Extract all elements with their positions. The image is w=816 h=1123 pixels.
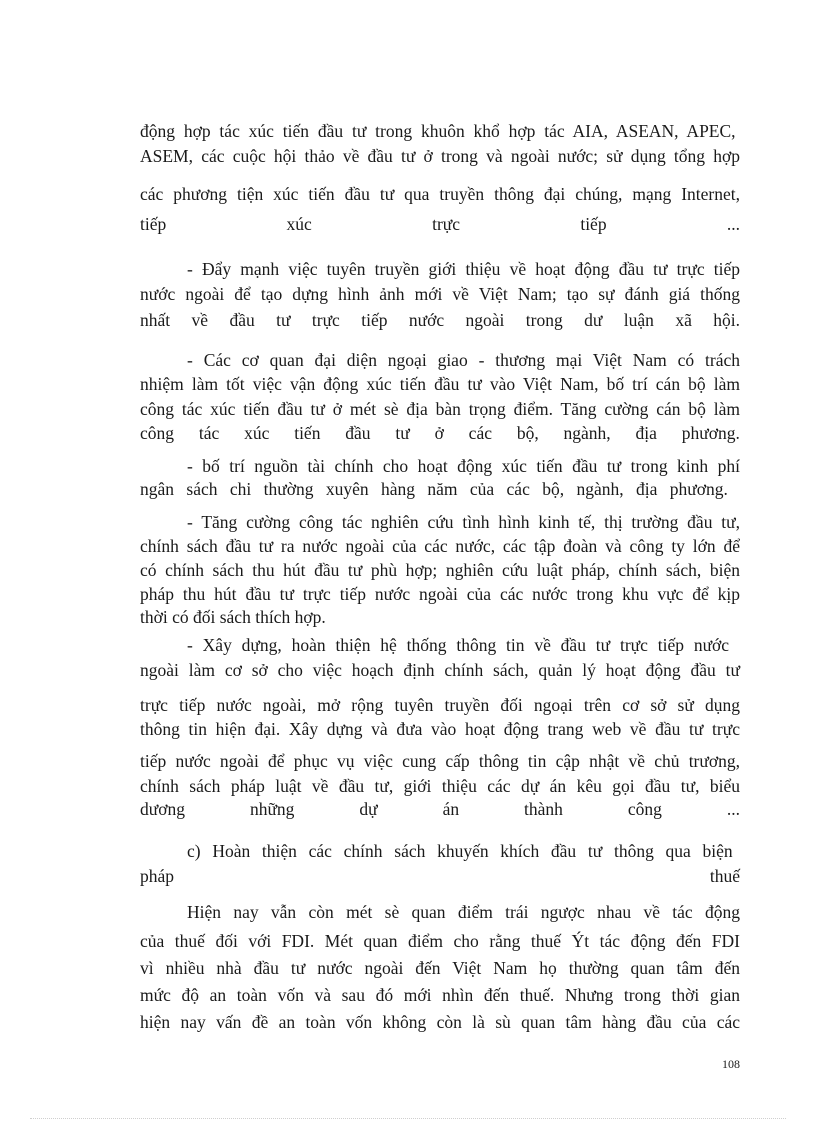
text-line (140, 798, 740, 820)
word: thành (524, 799, 563, 819)
section-heading (140, 865, 740, 887)
text-line: ngoài làm cơ sở cho việc hoạch định chính sách, quản lý hoạt động đầu tư (140, 660, 740, 680)
text-line (140, 213, 740, 235)
text-line (140, 422, 740, 444)
text-line: - Đẩy mạnh việc tuyên truyền giới thiệu về hoạt động đầu tư trực tiếp (187, 259, 740, 279)
word: tư (395, 423, 410, 443)
text-line: nước ngoài để tạo dựng hình ảnh mới về Việt Nam; tạo sự đánh giá thống (140, 284, 740, 304)
word: tiếp (140, 214, 167, 234)
page-number: 108 (722, 1057, 740, 1071)
word: ... (726, 799, 740, 819)
word: xúc (244, 423, 270, 443)
word: ngành, (563, 423, 611, 443)
word: dự (359, 799, 378, 819)
word: ở (434, 423, 444, 443)
text-line: chính sách đầu tư ra nước ngoài của các nước, các tập đoàn và công ty lớn để (140, 536, 740, 556)
section-heading: c) Hoàn thiện các chính sách khuyến khích đầu tư thông qua biện (187, 841, 733, 861)
text-line: tiếp nước ngoài để phục vụ việc cung cấp thông tin cập nhật về chủ trương, (140, 751, 740, 771)
text-line: động hợp tác xúc tiến đầu tư trong khuôn khổ hợp tác AIA, ASEAN, APEC, (140, 121, 736, 141)
word: đầu (345, 423, 371, 443)
word: phương. (681, 423, 740, 443)
word: trực (311, 310, 340, 330)
page-bottom-rule (30, 1118, 786, 1119)
text-line: trực tiếp nước ngoài, mở rộng tuyên truyền đối ngoại trên cơ sở sử dụng (140, 695, 740, 715)
text-line: có chính sách thu hút đầu tư phù hợp; nghiên cứu luật pháp, chính sách, biện (140, 560, 740, 580)
text-line: công tác xúc tiến đầu tư ở mét sè địa bàn trọng điểm. Tăng cường cán bộ làm (140, 399, 740, 419)
text-line: hiện nay vấn đề an toàn vốn không còn là sù quan tâm hàng đầu của các (140, 1012, 740, 1032)
word: dư (584, 310, 603, 330)
text-line: - bố trí nguồn tài chính cho hoạt động xúc tiến đầu tư trong kinh phí (187, 456, 740, 476)
word: xúc (286, 214, 312, 234)
word: các (468, 423, 492, 443)
word: nước (408, 310, 445, 330)
word: trực (432, 214, 461, 234)
word: nhất (140, 310, 171, 330)
word: tiếp (361, 310, 388, 330)
word: thuế (709, 866, 740, 886)
text-line: ASEM, các cuộc hội thảo về đầu tư ở trong và ngoài nước; sử dụng tổng hợp (140, 146, 740, 166)
text-line: các phương tiện xúc tiến đầu tư qua truyền thông đại chúng, mạng Internet, (140, 184, 740, 204)
text-line: thời có đối sách thích hợp. (140, 607, 326, 627)
word: công (627, 799, 662, 819)
word: pháp (140, 866, 175, 886)
word: tiến (294, 423, 321, 443)
word: bộ, (516, 423, 539, 443)
text-line: Hiện nay vẫn còn mét sè quan điểm trái ngược nhau về tác động (187, 902, 740, 922)
word: tác (198, 423, 220, 443)
word: hội. (713, 310, 740, 330)
word: tư (276, 310, 291, 330)
text-line: ngân sách chi thường xuyên hàng năm của các bộ, ngành, địa phương. (140, 479, 728, 499)
text-line: chính sách pháp luật về đầu tư, giới thiệu các dự án kêu gọi đầu tư, biểu (140, 776, 740, 796)
text-line: nhiệm làm tốt việc vận động xúc tiến đầu tư vào Việt Nam, bố trí cán bộ làm (140, 374, 740, 394)
word: ... (726, 214, 740, 234)
text-line: - Tăng cường công tác nghiên cứu tình hình kinh tế, thị trường đầu tư, (187, 512, 740, 532)
text-line: thông tin hiện đại. Xây dựng và đưa vào hoạt động trang web về đầu tư trực (140, 719, 740, 739)
text-line: - Xây dựng, hoàn thiện hệ thống thông tin về đầu tư trực tiếp nước (187, 635, 730, 655)
word: công (140, 423, 175, 443)
text-line: mức độ an toàn vốn và sau đó mới nhìn đến thuế. Nhưng trong thời gian (140, 985, 740, 1005)
word: trong (525, 310, 563, 330)
word: đầu (229, 310, 255, 330)
word: xã (675, 310, 692, 330)
text-line: của thuế đối với FDI. Mét quan điểm cho rằng thuế Ýt tác động đến FDI (140, 931, 740, 951)
word: án (442, 799, 460, 819)
word: ngoài (465, 310, 505, 330)
text-line: vì nhiều nhà đầu tư nước ngoài đến Việt Nam họ thường quan tâm đến (140, 958, 740, 978)
text-line: - Các cơ quan đại diện ngoại giao - thương mại Việt Nam có trách (187, 350, 740, 370)
word: tiếp (580, 214, 607, 234)
word: địa (635, 423, 657, 443)
word: về (191, 310, 209, 330)
word: dương (140, 799, 185, 819)
text-line: pháp thu hút đầu tư trực tiếp nước ngoài của các nước trong khu vực để kịp (140, 584, 740, 604)
text-line (140, 309, 740, 331)
word: những (249, 799, 295, 819)
word: luận (623, 310, 654, 330)
